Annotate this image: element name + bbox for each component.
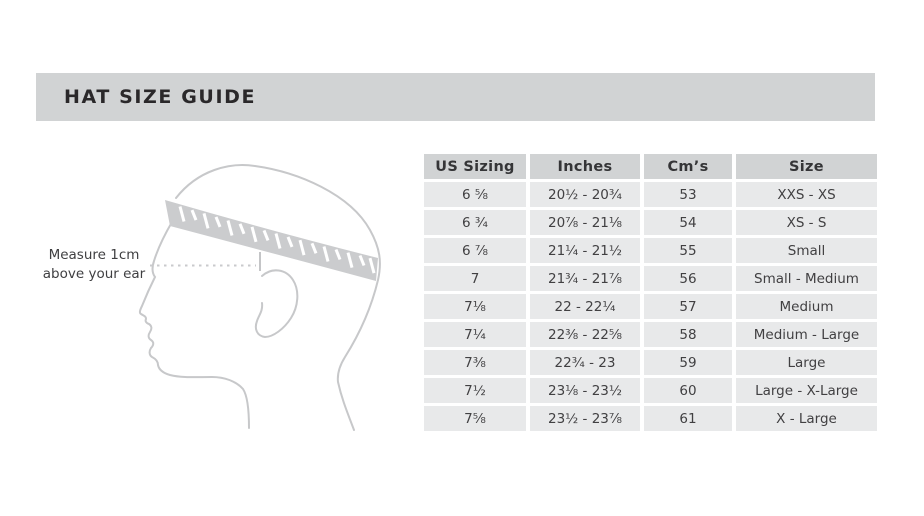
- column-header: Inches: [530, 154, 640, 179]
- size-table: [420, 151, 881, 434]
- table-cell: Medium - Large: [736, 322, 877, 347]
- table-cell: 21¾ - 21⅞: [530, 266, 640, 291]
- table-cell: 7⅛: [424, 294, 526, 319]
- table-cell: 6 ⅝: [424, 182, 526, 207]
- table-cell: Small: [736, 238, 877, 263]
- table-cell: 23½ - 23⅞: [530, 406, 640, 431]
- table-cell: 7: [424, 266, 526, 291]
- table-row: [424, 322, 877, 347]
- size-table-header-row: [424, 154, 877, 179]
- table-row: [424, 182, 877, 207]
- table-cell: 54: [644, 210, 732, 235]
- table-cell: 61: [644, 406, 732, 431]
- page-title: HAT SIZE GUIDE: [64, 86, 257, 108]
- table-cell: XXS - XS: [736, 182, 877, 207]
- table-cell: 53: [644, 182, 732, 207]
- table-cell: 6 ⅞: [424, 238, 526, 263]
- measure-caption-line1: Measure 1cm: [48, 247, 140, 263]
- table-cell: Small - Medium: [736, 266, 877, 291]
- column-header: US Sizing: [424, 154, 526, 179]
- table-cell: 58: [644, 322, 732, 347]
- table-row: [424, 378, 877, 403]
- table-cell: 20½ - 20¾: [530, 182, 640, 207]
- table-row: [424, 350, 877, 375]
- title-bar: [36, 73, 875, 121]
- table-cell: 7⅝: [424, 406, 526, 431]
- head-measure-diagram: [120, 140, 420, 470]
- table-cell: 57: [644, 294, 732, 319]
- table-cell: 55: [644, 238, 732, 263]
- table-cell: X - Large: [736, 406, 877, 431]
- table-cell: Large: [736, 350, 877, 375]
- table-row: [424, 266, 877, 291]
- column-header: Size: [736, 154, 877, 179]
- table-cell: 6 ¾: [424, 210, 526, 235]
- table-cell: XS - S: [736, 210, 877, 235]
- measuring-tape: [165, 200, 378, 281]
- table-cell: Large - X-Large: [736, 378, 877, 403]
- size-table-header: [424, 154, 877, 179]
- table-cell: Medium: [736, 294, 877, 319]
- measure-caption: [38, 246, 150, 284]
- table-cell: 60: [644, 378, 732, 403]
- table-row: [424, 210, 877, 235]
- table-cell: 56: [644, 266, 732, 291]
- table-cell: 23⅛ - 23½: [530, 378, 640, 403]
- table-cell: 7⅜: [424, 350, 526, 375]
- measure-caption-line2: above your ear: [42, 266, 146, 282]
- table-cell: 21¼ - 21½: [530, 238, 640, 263]
- table-cell: 20⅞ - 21⅛: [530, 210, 640, 235]
- table-row: [424, 294, 877, 319]
- table-cell: 22 - 22¼: [530, 294, 640, 319]
- table-cell: 59: [644, 350, 732, 375]
- table-cell: 22¾ - 23: [530, 350, 640, 375]
- table-row: [424, 406, 877, 431]
- size-table-body: [424, 182, 877, 431]
- column-header: Cm’s: [644, 154, 732, 179]
- table-row: [424, 238, 877, 263]
- table-cell: 22⅜ - 22⅝: [530, 322, 640, 347]
- table-cell: 7½: [424, 378, 526, 403]
- table-cell: 7¼: [424, 322, 526, 347]
